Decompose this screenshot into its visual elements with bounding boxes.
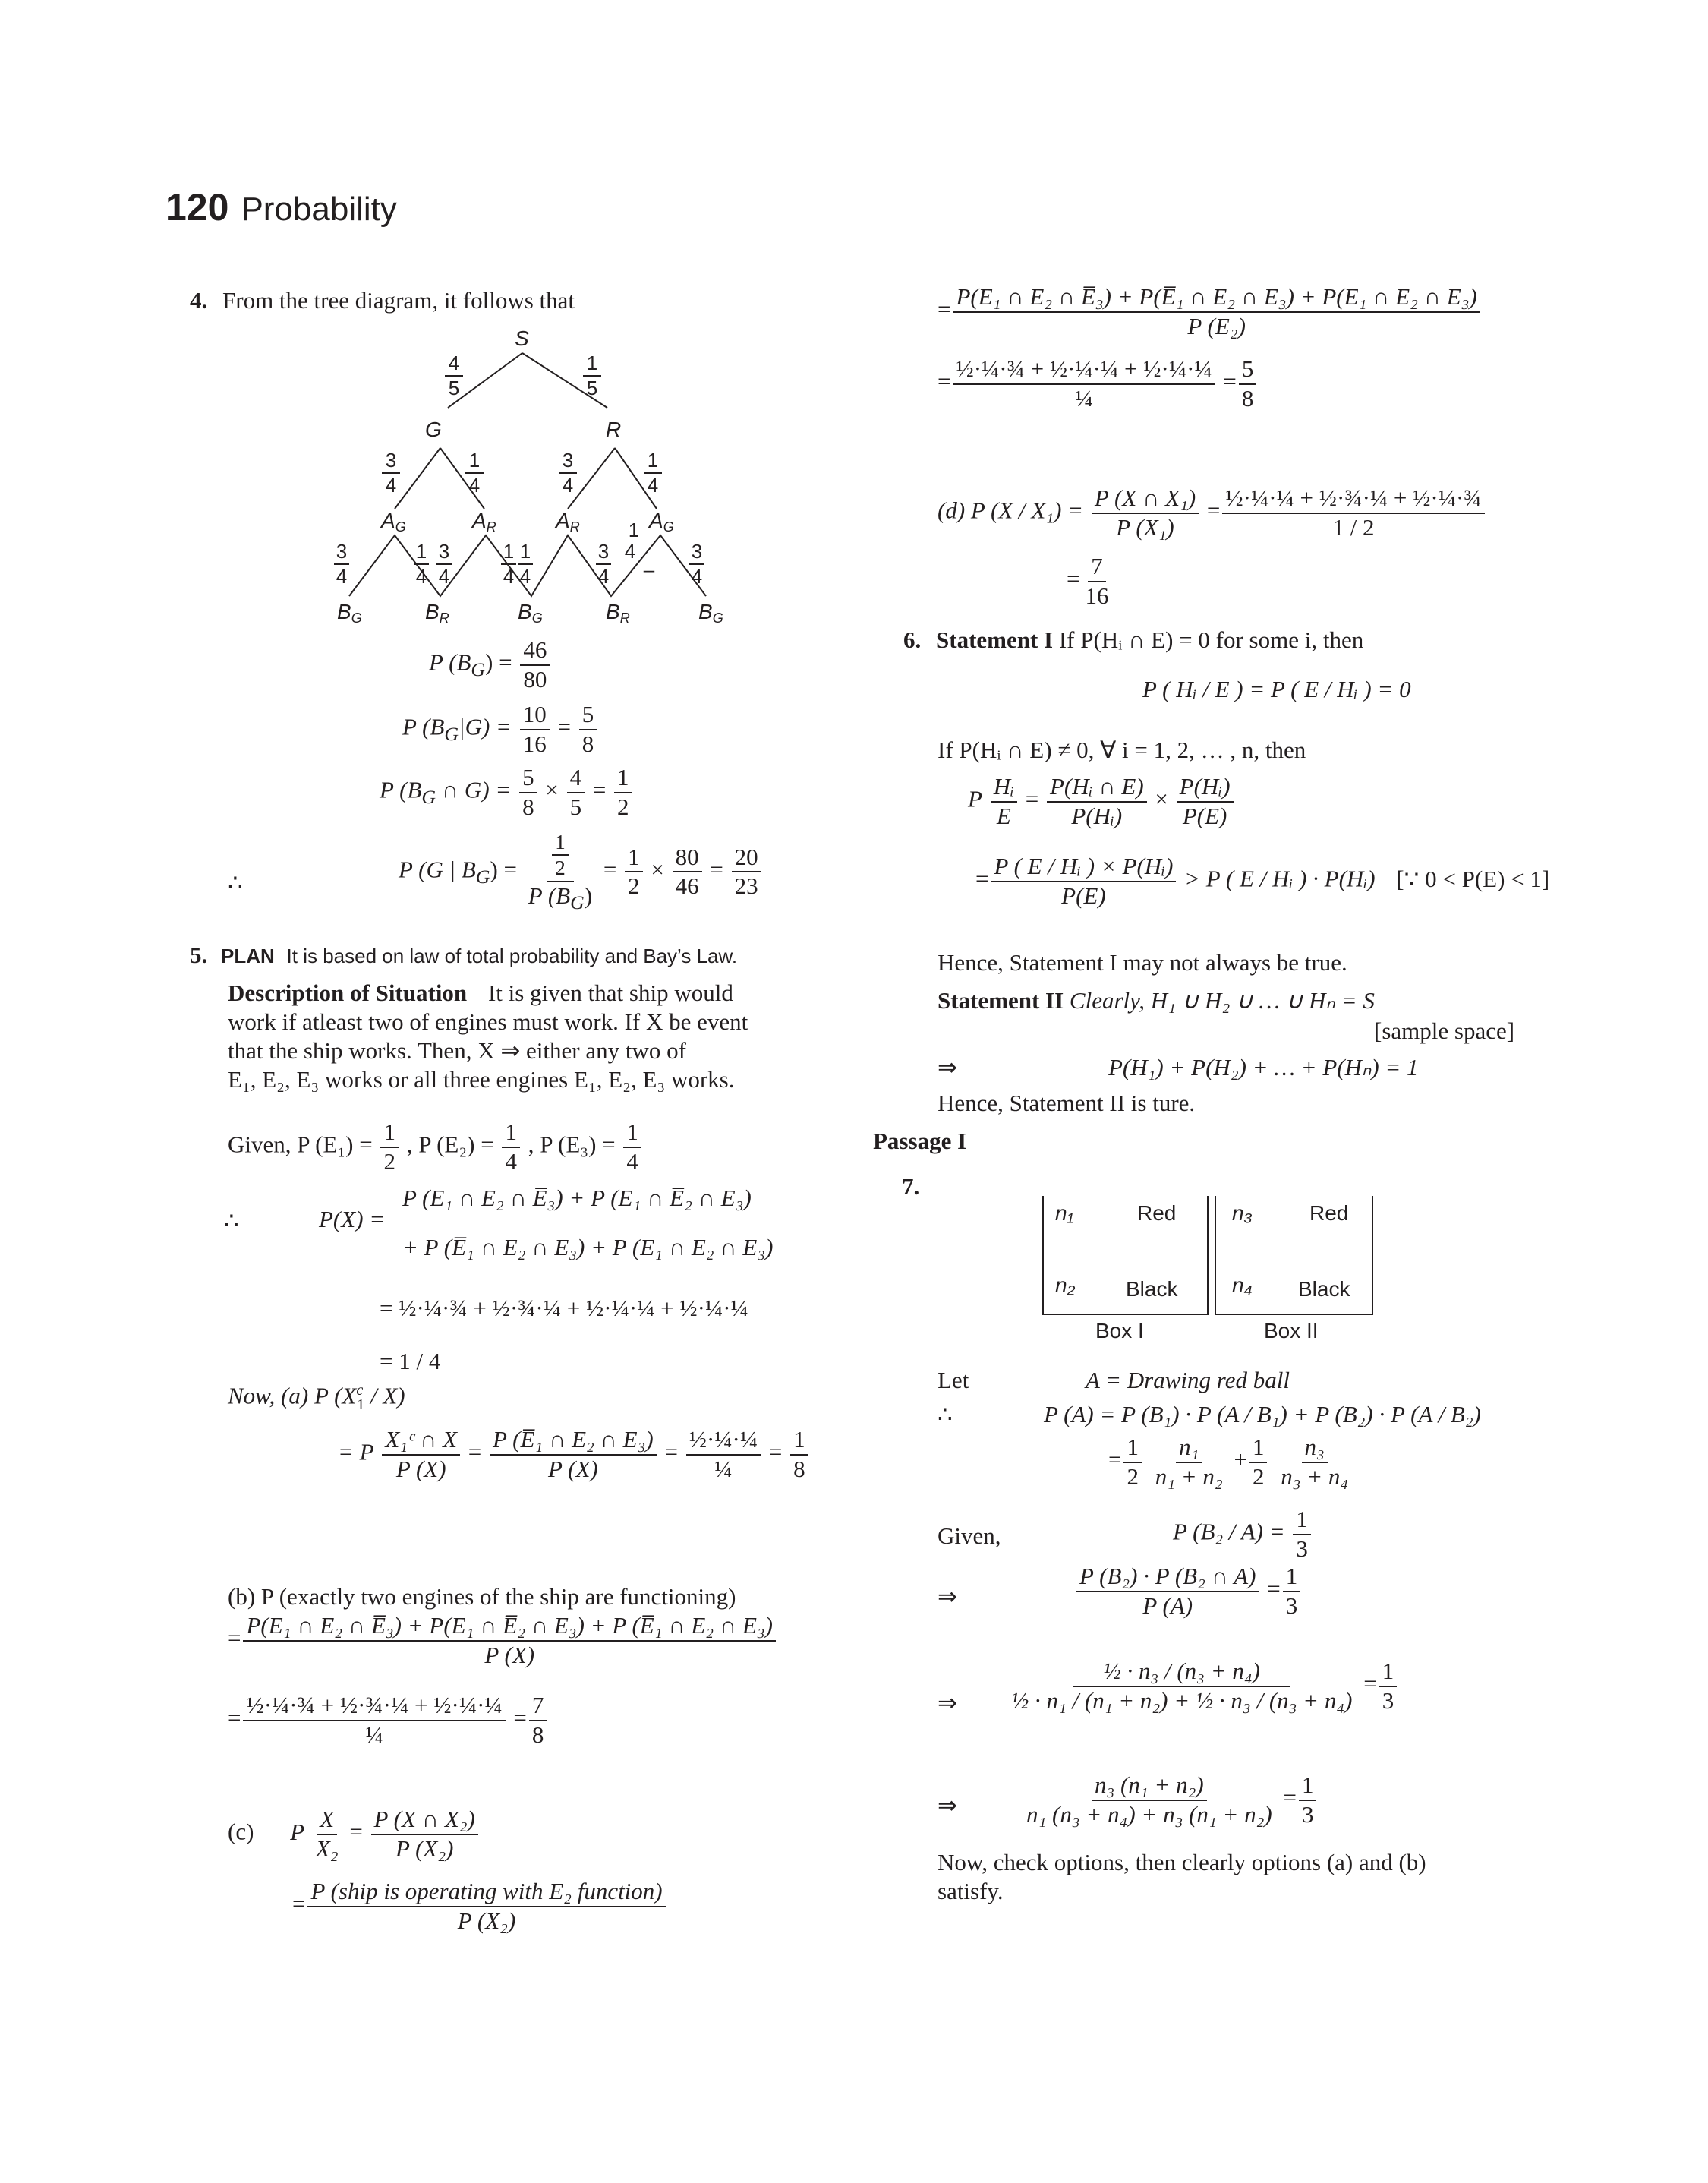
prob-r-ar-num: 3 — [562, 449, 574, 472]
q6-s2-conclusion: Hence, Statement II is ture. — [938, 1090, 1196, 1116]
prob-e3-den: 4 — [438, 565, 450, 588]
q5-number: 5. — [190, 942, 208, 968]
plan-label: PLAN — [221, 945, 275, 967]
q5-px-line-2: + P (E̅₁ ∩ E₂ ∩ E₃) + P (E₁ ∩ E₂ ∩ E₃) — [402, 1234, 774, 1260]
q7-therefore: ∴ — [938, 1401, 953, 1427]
passage-title: Passage I — [873, 1128, 967, 1154]
prob-e4-num: 1 — [503, 540, 515, 563]
prob-e1-num: 3 — [336, 540, 348, 563]
q7-arrow-1: ⇒ — [938, 1583, 957, 1610]
prob-g-ar-den: 4 — [468, 474, 481, 497]
q5-part-c-eq3: = $\frac{\text{P(E₁ ∩ E₂ ∩ E̅₃) + P(E̅₁ ∩ E₂ ∩ E₃) + P(E₁ ∩ E₂ ∩ E₃)}}{\text{P (E₂)}}$ — [938, 285, 1483, 339]
q7-step-3: $\frac{\text{½ · n₃ / (n₃ + n₄)}}{\text{½ · n₁ / (n₁ + n₂) + ½ · n₃ / (n₃ + n₄)}}$ = $\frac{1}{3}$ — [1006, 1659, 1399, 1713]
q6-s1-if: If P(Hᵢ ∩ E) ≠ 0, ∀ i = 1, 2, … , n, then — [938, 737, 1306, 763]
q5-plan — [190, 942, 737, 969]
prob-e3-num: 3 — [438, 540, 450, 563]
tree-diagram — [326, 323, 752, 626]
q5-desc-3: that the ship works. Then, X ⇒ either any two of — [228, 1037, 686, 1064]
box-2-caption: Box II — [1264, 1319, 1319, 1342]
q5-given: Given, P (E₁) = $\frac{1}{2}$ , P (E₂) = $\frac{1}{4}$ , P (E₃) = $\frac{1}{4}$ — [228, 1120, 644, 1174]
q4-line-3: P ($B_G$ ∩ G) = $\frac{5}{8}$ × $\frac{4}{5}$ = $\frac{1}{2}$ — [380, 765, 635, 819]
q4-line-2: P $(B_G|G)$ = $\frac{10}{16}$ = $\frac{5}{8}$ — [402, 702, 599, 756]
box-2-bottom: Black — [1298, 1277, 1350, 1301]
prob-e2-den: 4 — [415, 565, 427, 588]
leaf-bg-2: BG — [518, 600, 543, 626]
prob-r-ag-den: 4 — [647, 474, 659, 497]
q4-line-1: P $(B_G)$ = $\frac{46}{80}$ — [429, 638, 552, 692]
prob-e2-num: 1 — [415, 540, 427, 563]
q7-arrow-3: ⇒ — [938, 1792, 957, 1819]
q5-px-label: P(X) = — [319, 1206, 386, 1232]
node-ar-1: AR — [472, 509, 496, 535]
q7-conclusion-1: Now, check options, then clearly options (a) and (b) — [938, 1849, 1426, 1875]
leaf-bg-1: BG — [337, 600, 362, 626]
box-1-top: Red — [1137, 1201, 1177, 1225]
edge-r-ar — [568, 448, 615, 509]
page-title: Probability — [241, 191, 397, 228]
box-1-n-top: n₁ — [1055, 1201, 1074, 1225]
prob-e6-den: 4 — [597, 565, 610, 588]
prob-s-r-num: 1 — [586, 352, 598, 374]
box-1-bottom: Black — [1126, 1277, 1178, 1301]
prob-e8-den: 4 — [691, 565, 703, 588]
node-ag-1: AG — [381, 509, 406, 535]
edge-g-ag — [395, 448, 440, 509]
q5-part-d-eq: (d) P (X / X₁) = $\frac{\text{P (X ∩ X₁)}}{\text{P (X₁)}}$ = $\frac{\text{½·¼·¼ + ½·¾·¼ + ½·¼·¾}}{1 / 2}$ — [938, 486, 1487, 540]
prob-e5-den: 4 — [519, 565, 531, 588]
q7-given-eq: P (B₂ / A) = $\frac{1}{3}$ — [1173, 1507, 1313, 1561]
q6-s2-note: [sample space] — [1374, 1017, 1515, 1044]
q7-pa-eq: P (A) = P (B₁) · P (A / B₁) + P (B₂) · P (A / B₂) — [1044, 1401, 1481, 1427]
q5-therefore: ∴ — [224, 1207, 239, 1234]
q6-s1-eq3: = $\frac{\text{P ( E / Hᵢ ) × P(Hᵢ)}}{P(E)}$ > P ( E / Hᵢ ) · P(Hᵢ) [∵ 0 < P(E) < 1] — [975, 853, 1550, 909]
prob-e7-den: 4 — [624, 540, 636, 563]
node-g: G — [425, 418, 442, 441]
q5-part-b-eq2: = $\frac{\text{½·¼·¾ + ½·¾·¼ + ½·¼·¼}}{\text{¼}}$ = $\frac{7}{8}$ — [228, 1693, 549, 1747]
q4-number: 4. — [190, 287, 208, 314]
prob-e1-den: 4 — [336, 565, 348, 588]
q6-s2-arrow: ⇒ — [938, 1054, 957, 1080]
prob-g-ag-num: 3 — [385, 449, 397, 472]
q7-let: Let — [938, 1367, 969, 1393]
q4-therefore: ∴ — [228, 869, 243, 896]
leaf-br-2: BR — [606, 600, 630, 626]
q5-desc-2: work if atleast two of engines must work. If X be event — [228, 1008, 748, 1035]
q7-pa-eq2: = $\frac{1}{2}$ $\frac{\text{n₁}}{\text{n₁ + n₂}}$ + $\frac{1}{2}$ $\frac{\text{n₃}}{\text{n₃ + n₄}}$ — [1108, 1434, 1349, 1490]
prob-r-ag-num: 1 — [647, 449, 659, 472]
box-1-caption: Box I — [1095, 1319, 1144, 1342]
q5-part-a-label: Now, (a) P $(X^c_1 / X)$ — [228, 1382, 405, 1413]
q7-arrow-2: ⇒ — [938, 1689, 957, 1716]
q5-part-c-eq4: = $\frac{\text{½·¼·¾ + ½·¼·¼ + ½·¼·¼}}{\text{¼}}$ = $\frac{5}{8}$ — [938, 357, 1259, 411]
page-header — [165, 185, 397, 229]
prob-e8-num: 3 — [691, 540, 703, 563]
q7-conclusion-2: satisfy. — [938, 1878, 1004, 1904]
q4-intro — [190, 287, 575, 314]
q4-line-4: P (G | $B_G$) = $\frac{\frac{1}{2}}{P (B_G)}$ = $\frac{1}{2}$ × $\frac{80}{46}$ = $\frac{20}{23}$ — [399, 831, 764, 913]
prob-s-g-den: 5 — [448, 377, 460, 399]
page-number: 120 — [165, 186, 229, 229]
node-ag-2: AG — [649, 509, 674, 535]
prob-g-ag-den: 4 — [385, 474, 397, 497]
q5-px-line-3: = ½·¼·¾ + ½·¾·¼ + ½·¼·¼ + ½·¼·¼ — [380, 1295, 748, 1321]
box-2-n-top: n₃ — [1232, 1201, 1253, 1225]
leaf-br-1: BR — [425, 600, 449, 626]
q7-step-4: $\frac{\text{n₃ (n₁ + n₂)}}{\text{n₁ (n₃ + n₄) + n₃ (n₁ + n₂)}}$ = $\frac{1}{3}$ — [1021, 1773, 1319, 1827]
node-r: R — [606, 418, 622, 441]
q7-let-def: A = Drawing red ball — [1086, 1367, 1290, 1393]
q6-s1-eq2: P $\frac{\text{Hᵢ}}{E}$ = $\frac{\text{P(Hᵢ ∩ E)}}{\text{P(Hᵢ)}}$ × $\frac{\text{P(Hᵢ)}}{P(E)}$ — [968, 774, 1236, 828]
box-2-top: Red — [1309, 1201, 1349, 1225]
q7-given: Given, — [938, 1522, 1001, 1549]
box-1-n-bottom: n₂ — [1055, 1273, 1076, 1297]
q5-part-a-eq: = P $\frac{\text{X₁ᶜ ∩ X}}{P (X)}$ = $\frac{\text{P (E̅₁ ∩ E₂ ∩ E₃)}}{P (X)}$ = $\frac{\text{½·¼·¼}}{\text{¼}}$ = $\frac{1}{8}$ — [338, 1427, 811, 1481]
q6-number: 6. — [903, 626, 922, 653]
q5-desc-4: E₁, E₂, E₃ works or all three engines E₁, E₂, E₃ works. — [228, 1066, 735, 1093]
node-s: S — [515, 327, 529, 350]
q5-part-c-eq2: = $\frac{\text{P (ship is operating with E₂ function)}}{\text{P (X₂)}}$ — [292, 1879, 668, 1933]
q6-s2-eq: P(H₁) + P(H₂) + … + P(Hₙ) = 1 — [1108, 1054, 1419, 1080]
prob-g-ar-num: 1 — [468, 449, 481, 472]
prob-e7-num: 1 — [628, 519, 640, 541]
q6-s1-eq: P ( Hᵢ / E ) = P ( E / Hᵢ ) = 0 — [1142, 676, 1411, 702]
leaf-bg-3: BG — [698, 600, 723, 626]
prob-e4-den: 4 — [503, 565, 515, 588]
q5-part-b-label: (b) P (exactly two engines of the ship are functioning) — [228, 1583, 736, 1610]
q6-s1-conclusion: Hence, Statement I may not always be true. — [938, 949, 1347, 976]
node-ar-2: AR — [556, 509, 580, 535]
prob-e6-num: 3 — [597, 540, 610, 563]
q5-px-result: = 1 / 4 — [380, 1348, 441, 1374]
prob-e7-dash: – — [643, 558, 655, 581]
q4-intro-text: From the tree diagram, it follows that — [222, 287, 575, 314]
q5-part-b-eq1: = $\frac{\text{P(E₁ ∩ E₂ ∩ E̅₃) + P(E₁ ∩ E̅₂ ∩ E₃) + P (E̅₁ ∩ E₂ ∩ E₃)}}{P (X)}$ — [228, 1614, 778, 1667]
q5-desc-1: Description of Situation It is given that ship would — [228, 980, 733, 1006]
box-2-n-bottom: n₄ — [1232, 1273, 1253, 1297]
q5-part-d-result: = $\frac{7}{16}$ — [1067, 553, 1109, 609]
q7-step-2: $\frac{\text{P (B₂) · P (B₂ ∩ A)}}{P (A)}$ = $\frac{1}{3}$ — [1074, 1564, 1303, 1618]
q5-px-line-1: P (E₁ ∩ E₂ ∩ E̅₃) + P (E₁ ∩ E̅₂ ∩ E₃) — [402, 1185, 752, 1211]
prob-s-g-num: 4 — [448, 352, 460, 374]
q5-part-c-eq1: (c) P $\frac{X}{\text{X₂}}$ = $\frac{\text{P (X ∩ X₂)}}{\text{P (X₂)}}$ — [228, 1807, 481, 1861]
prob-e5-num: 1 — [519, 540, 531, 563]
q6-statement-1: 6. Statement I If P(Hᵢ ∩ E) = 0 for some i, then — [903, 626, 1364, 653]
q7-number: 7. — [902, 1173, 920, 1200]
prob-s-r-den: 5 — [586, 377, 598, 399]
q6-statement-2: Statement II Clearly, H₁ ∪ H₂ ∪ … ∪ Hₙ = S — [938, 987, 1375, 1014]
plan-text: It is based on law of total probability and Bay’s Law. — [286, 945, 738, 967]
prob-r-ar-den: 4 — [562, 474, 574, 497]
